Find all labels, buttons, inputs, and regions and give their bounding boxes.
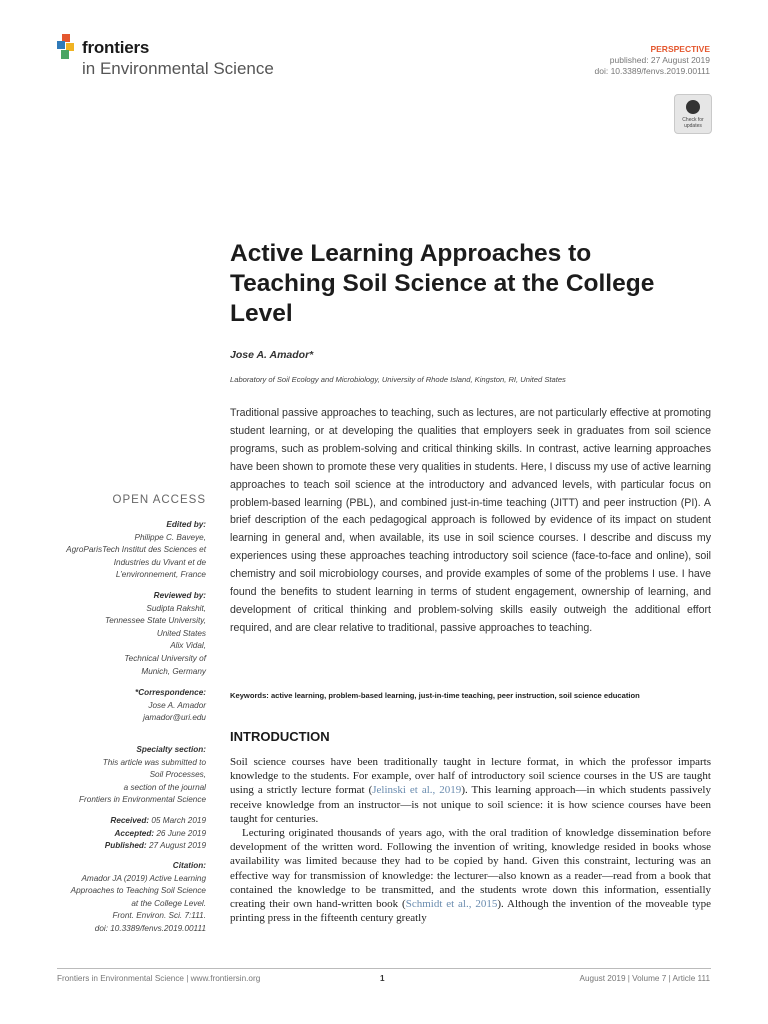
citation-line: Amador JA (2019) Active Learning [81,873,206,883]
citation-block [71,860,206,936]
specialty-block [79,744,206,807]
specialty-label: Specialty section: [136,745,206,754]
brand-name: frontiers [82,38,150,57]
frontiers-logo-icon [57,34,79,60]
correspondence-block [135,687,206,725]
editor-line: AgroParisTech Institut des Sciences et [66,545,206,555]
reviewer-line: United States [156,628,206,638]
reviewer-line: Munich, Germany [141,666,206,676]
citation-link[interactable]: Schmidt et al., 2015 [405,898,498,911]
editor-line: L’environnement, France [115,570,206,580]
check-for-updates-button[interactable] [674,94,712,134]
editor-line: Industries du Vivant et de [113,557,206,567]
correspondence-label: *Correspondence: [135,688,206,697]
journal-name: in Environmental Science [82,59,274,78]
article-meta [595,44,710,77]
received-date: Received: 05 March 2019 [110,816,206,825]
author-name[interactable]: Jose A. Amador* [230,349,314,361]
reviewer-line: Alix Vidal, [170,641,206,651]
keywords [230,691,720,700]
reviewed-by-label: Reviewed by: [153,591,206,600]
citation-line: Approaches to Teaching Soil Science [70,886,206,896]
footer-journal[interactable]: Frontiers in Environmental Science | www.frontiersin.org [57,974,261,983]
dates-block [105,815,206,853]
doi-link[interactable]: doi: 10.3389/fenvs.2019.00111 [594,66,710,76]
paragraph-2: Lecturing originated thousands of years ago, with the oral tradition of knowledge dissemination before development of the written word. Following the invention of writing, knowledge resided in books whose availability was limited because they had to be copied by hand. Given this constraint, lecturing was an effective way for transmission of knowledge: the lecturer—also known as a reader—read from a book that contained the knowledge to be transmitted, and the students wrote down this information, essentially creating their own hand-written book (Schmidt et al., 2015). Although the invention of the moveable type printing press in the fifteenth century greatly [230,827,712,925]
reviewer-line: Sudipta Rakshit, [146,603,206,613]
specialty-line: This article was submitted to [102,757,206,767]
citation-label: Citation: [172,861,206,870]
edited-by-block [66,519,206,582]
correspondence-name: Jose A. Amador [148,700,206,710]
footer-divider [57,968,711,969]
citation-line: at the College Level. [131,898,206,908]
citation-doi[interactable]: doi: 10.3389/fenvs.2019.00111 [94,923,206,933]
author-affiliation: Laboratory of Soil Ecology and Microbiology, University of Rhode Island, Kingston, RI, United States [230,375,566,384]
section-heading-introduction: INTRODUCTION [230,729,330,744]
reviewer-line: Technical University of [124,653,206,663]
paragraph-1: Soil science courses have been traditionally taught in lecture format, in which the professor imparts knowledge to the students. For example, over half of introductory soil science courses in the US are taught using a strictly lecture format (Jelinski et al., 2019). This learning approach—in which students passively receive knowledge from an instructor—is not unique to soil science: it is how science courses have been taught for centuries. [230,756,711,825]
keywords-list: active learning, problem-based learning, just-in-time teaching, peer instruction, soil science education [270,691,640,700]
keywords-label: Keywords: [230,691,269,700]
citation-line: Front. Environ. Sci. 7:111. [112,911,206,921]
introduction-body [230,755,711,925]
specialty-line: Frontiers in Environmental Science [79,795,206,805]
published-date-side: Published: 27 August 2019 [104,841,206,851]
check-updates-label: Check for updates [682,117,704,129]
abstract: Traditional passive approaches to teaching, such as lectures, are not particularly effective at promoting student learning, or at developing the qualities that employers seek in graduates from soil science programs, such as problem-solving and critical thinking skills. In contrast, active learning approaches have been shown to promote these very qualities in students. Here, I discuss my use of active learning approaches to teach soil science at the introductory and advanced levels, with particular focus on problem-based learning (PBL), and combined just-in-time teaching (JITT) and peer instruction (PI). A brief description of the each pedagogical approach is followed by evidence of its impact on student learning in general and, when available, its use in soil science courses. I describe and discuss my experiences using these approaches teaching introductory soil science (face-to-face and online), soil chemistry and soil microbiology courses, and provide examples of some of the problems I use. I have found the benefits to student learning in terms of student engagement, ownership of learning, and development of critical thinking and problem-solving skills easily outweigh the additional effort required, and are clear relative to traditional, passive approaches to teaching. [230,407,711,634]
specialty-line: a section of the journal [123,782,206,792]
editor-line: Philippe C. Baveye, [134,532,206,542]
specialty-line: Soil Processes, [149,770,206,780]
citation-link[interactable]: Jelinski et al., 2019 [372,784,462,797]
article-type: PERSPECTIVE [650,44,710,54]
open-access-label: OPEN ACCESS [112,494,206,506]
correspondence-email[interactable]: jamador@uri.edu [143,713,206,723]
accepted-date: Accepted: 26 June 2019 [114,828,206,838]
footer-issue: August 2019 | Volume 7 | Article 111 [579,974,710,983]
page-number: 1 [380,974,385,983]
edited-by-label: Edited by: [166,520,206,529]
published-date: published: 27 August 2019 [609,55,710,65]
article-title: Active Learning Approaches to Teaching Soil Science at the College Level [230,240,655,327]
reviewer-line: Tennessee State University, [104,616,206,626]
reviewed-by-block [105,590,206,678]
check-updates-icon [686,100,700,114]
